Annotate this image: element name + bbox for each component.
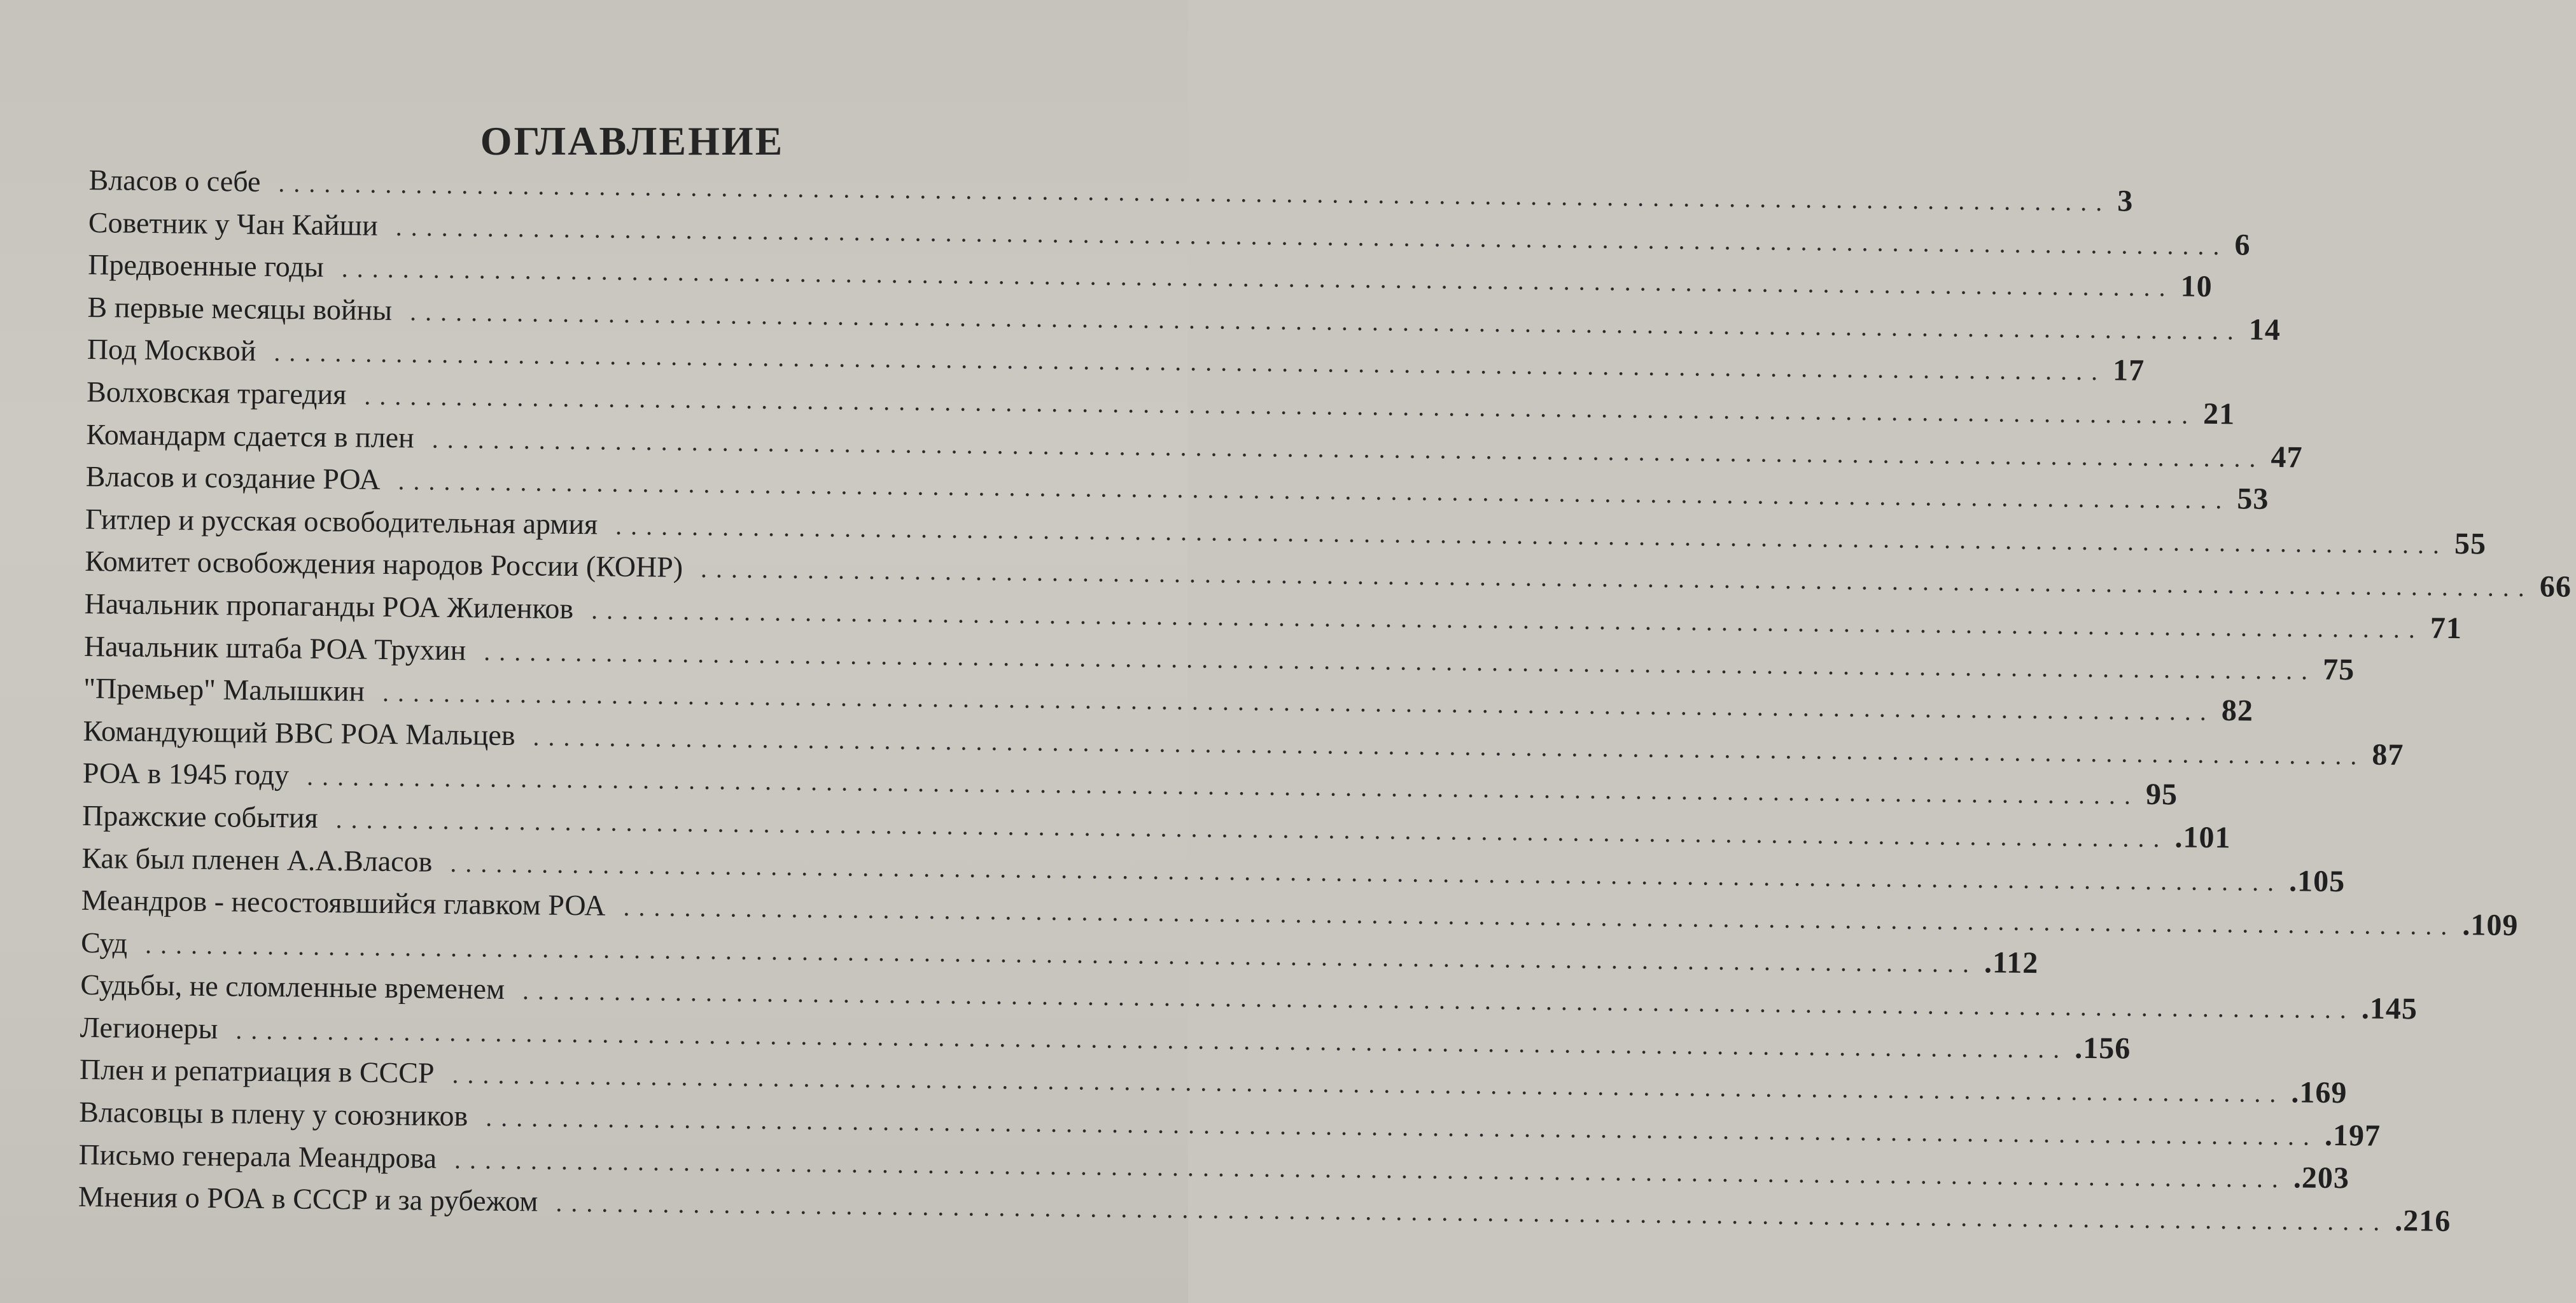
toc-entry-title: Начальник штаба РОА Трухин: [83, 629, 466, 666]
toc-entry-page: 82: [2221, 693, 2254, 728]
dot-leader: ........................................................................................................................: [144, 930, 1978, 978]
toc-entry-page: 55: [2454, 526, 2487, 561]
toc-entry-title: Под Москвой: [87, 333, 256, 368]
dot-leader: ........................................................................................................................: [306, 762, 2140, 811]
dot-leader: ........................................................................................................................: [454, 1145, 2288, 1193]
dot-leader: ........................................................................................................................: [522, 976, 2356, 1024]
dot-leader: ........................................................................................................................: [591, 596, 2425, 644]
toc-entry-title: В первые месяцы войны: [87, 290, 393, 326]
dot-leader: ........................................................................................................................: [341, 254, 2174, 302]
toc-entry-title: Советник у Чан Кайши: [88, 206, 379, 242]
dot-leader: ........................................................................................................................: [278, 169, 2111, 217]
toc-entry-title: Командующий ВВС РОА Мальцев: [83, 714, 515, 751]
toc-entry-page: .145: [2361, 991, 2418, 1026]
toc-entry-title: Власов и создание РОА: [85, 460, 381, 496]
toc-entry-title: Письмо генерала Меандрова: [78, 1138, 437, 1174]
dot-leader: ........................................................................................................................: [409, 297, 2243, 345]
toc-entry-page: 3: [2117, 184, 2134, 218]
toc-entry-title: Начальник пропаганды РОА Жиленков: [84, 587, 574, 625]
toc-entry-page: .101: [2174, 820, 2231, 855]
toc-entry-title: Плен и репатриация в СССР: [79, 1053, 435, 1090]
toc-entry-page: 10: [2180, 269, 2213, 304]
toc-entry-title: Как был пленен А.А.Власов: [81, 841, 433, 878]
dot-leader: ........................................................................................................................: [533, 722, 2366, 770]
dot-leader: ........................................................................................................................: [484, 637, 2317, 685]
dot-leader: ........................................................................................................................: [274, 338, 2107, 386]
dot-leader: ........................................................................................................................: [431, 424, 2265, 473]
dot-leader: ........................................................................................................................: [235, 1015, 2069, 1064]
toc-entry-title: Судьбы, не сломленные временем: [80, 968, 505, 1006]
toc-entry-page: .169: [2291, 1075, 2348, 1110]
dot-leader: ........................................................................................................................: [335, 805, 2169, 853]
toc-entry-page: .203: [2293, 1160, 2350, 1195]
toc-entry-page: 6: [2234, 227, 2251, 262]
dot-leader: ........................................................................................................................: [382, 678, 2216, 727]
toc-entry-title: Суд: [80, 926, 128, 959]
toc-entry-title: Мнения о РОА в СССР и за рубежом: [78, 1180, 538, 1218]
toc-entry-title: Гитлер и русская освободительная армия: [85, 502, 598, 541]
table-of-contents: [78, 159, 2572, 1239]
dot-leader: ........................................................................................................................: [452, 1060, 2285, 1108]
toc-entry-page: .216: [2394, 1204, 2451, 1239]
toc-entry-page: .105: [2288, 863, 2346, 898]
toc-entry-page: 66: [2539, 569, 2572, 604]
toc-entry-title: Комитет освобождения народов России (КОНР): [85, 545, 683, 584]
toc-entry-page: .109: [2462, 908, 2519, 943]
dot-leader: ........................................................................................................................: [556, 1188, 2389, 1237]
toc-entry-title: Легионеры: [80, 1010, 218, 1045]
toc-entry-title: Предвоенные годы: [87, 248, 325, 284]
toc-entry-page: 21: [2202, 396, 2236, 431]
toc-entry-title: Пражские события: [81, 798, 318, 834]
toc-entry-title: "Премьер" Малышкин: [83, 672, 365, 707]
dot-leader: ........................................................................................................................: [364, 381, 2197, 429]
toc-entry-title: Власов о себе: [88, 163, 261, 198]
page-title: ОГЛАВЛЕНИЕ: [480, 118, 785, 164]
dot-leader: ........................................................................................................................: [615, 511, 2449, 559]
toc-entry-page: 71: [2430, 611, 2463, 646]
dot-leader: ........................................................................................................................: [450, 848, 2283, 896]
toc-entry-page: 95: [2145, 777, 2178, 812]
toc-entry-page: 47: [2271, 440, 2303, 475]
toc-entry-title: Власовцы в плену у союзников: [79, 1095, 468, 1132]
toc-entry-page: 75: [2322, 652, 2355, 686]
dot-leader: ........................................................................................................................: [485, 1103, 2319, 1151]
dot-leader: ........................................................................................................................: [398, 466, 2231, 515]
dot-leader: ........................................................................................................................: [623, 892, 2456, 941]
toc-entry-page: .112: [1984, 945, 2039, 980]
toc-entry-page: 17: [2112, 353, 2145, 388]
toc-entry-page: .156: [2074, 1031, 2131, 1066]
toc-entry-page: 53: [2237, 482, 2269, 517]
dot-leader: ........................................................................................................................: [395, 212, 2229, 260]
toc-entry-title: Командарм сдается в плен: [86, 417, 415, 454]
toc-entry-title: Меандров - несостоявшийся главком РОА: [81, 884, 606, 922]
toc-entry-page: 87: [2372, 737, 2404, 772]
dot-leader: ........................................................................................................................: [700, 554, 2534, 603]
toc-entry-title: РОА в 1945 году: [82, 756, 290, 791]
toc-entry-title: Волховская трагедия: [86, 375, 347, 411]
toc-entry-page: .197: [2324, 1118, 2381, 1153]
toc-entry-page: 14: [2248, 312, 2281, 347]
